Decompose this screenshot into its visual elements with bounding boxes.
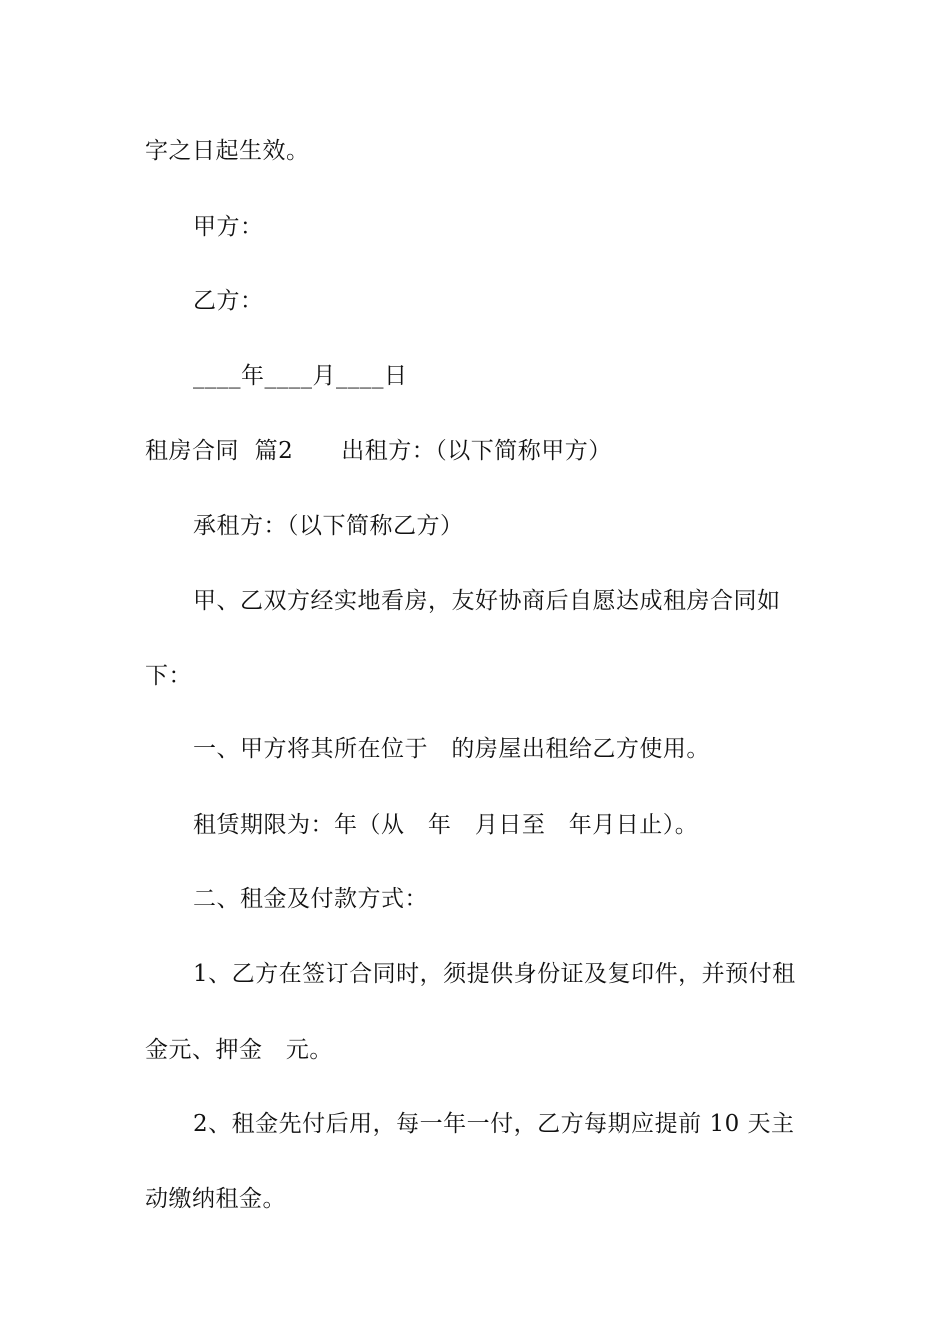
- clause-2-item-1: 1、乙方在签订合同时，须提供身份证及复印件，并预付租: [193, 961, 796, 987]
- contract-title: 租房合同 篇2: [145, 438, 294, 464]
- party-b-label: 乙方：: [193, 288, 264, 314]
- lease-term: 租赁期限为：年（从 年 月日至 年月日止）。: [193, 812, 699, 838]
- clause-2-heading: 二、租金及付款方式：: [193, 886, 428, 912]
- date-line: ____年____月____日: [193, 363, 408, 389]
- paragraph-line: 字之日起生效。: [145, 138, 310, 164]
- paragraph-line: 甲、乙双方经实地看房，友好协商后自愿达成租房合同如: [193, 588, 781, 614]
- lessor-label: 出租方：（以下简称甲方）: [341, 438, 612, 464]
- contract-title-line: [145, 436, 825, 466]
- clause-2-item-2: 2、租金先付后用，每一年一付，乙方每期应提前 10 天主: [193, 1111, 795, 1137]
- paragraph-line: 动缴纳租金。: [145, 1186, 286, 1212]
- clause-1: 一、甲方将其所在位于 的房屋出租给乙方使用。: [193, 736, 710, 762]
- paragraph-line: 金元、押金 元。: [145, 1037, 333, 1063]
- lessee-label: 承租方：（以下简称乙方）: [193, 513, 464, 539]
- paragraph-line: 下：: [145, 663, 192, 689]
- party-a-label: 甲方：: [193, 214, 264, 240]
